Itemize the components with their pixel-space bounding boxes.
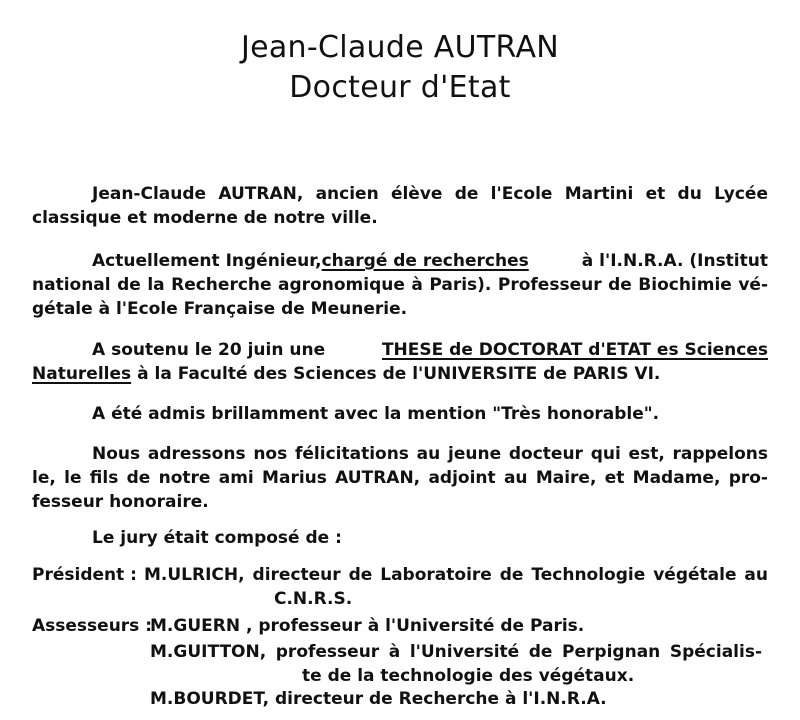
paragraph-4: A été admis brillamment avec la mention "Très honorable".: [92, 404, 660, 424]
paragraph-1-line-1: Jean-Claude AUTRAN, ancien élève de l'Ecole Martini et du Lycée: [92, 184, 768, 204]
paragraph-2-line-2: national de la Recherche agronomique à Paris). Professeur de Biochimie vé-: [32, 275, 768, 295]
paragraph-2-line-3: gétale à l'Ecole Française de Meunerie.: [32, 299, 408, 319]
jury-assessor-3: M.BOURDET, directeur de Recherche à l'I.N.R.A.: [150, 689, 607, 709]
jury-assessors-label: Assesseurs :: [32, 616, 153, 636]
paragraph-3-line-1: [92, 339, 768, 361]
paragraph-3-text-b: à la Faculté des Sciences de l'UNIVERSITE de PARIS VI.: [137, 364, 661, 384]
jury-president-label: Président :: [32, 565, 137, 585]
jury-president-line-2: C.N.R.S.: [274, 589, 353, 609]
jury-assessor-2-line-2: te de la technologie des végétaux.: [302, 666, 635, 686]
paragraph-2-underlined-role: chargé de recherches: [321, 251, 529, 271]
jury-president-line-1: M.ULRICH, directeur de Laboratoire de Technologie végétale au: [144, 565, 768, 585]
jury-assessor-2-line-1: M.GUITTON, professeur à l'Université de Perpignan Spécialis-: [150, 642, 762, 662]
paragraph-2-text-a: Actuellement Ingénieur,: [92, 251, 322, 271]
page-subtitle: Docteur d'Etat: [289, 70, 511, 105]
paragraph-3-underlined-field: Naturelles: [32, 364, 132, 384]
jury-assessor-1: M.GUERN , professeur à l'Université de Paris.: [150, 616, 585, 636]
paragraph-3-text-a: A soutenu le 20 juin une: [92, 340, 326, 360]
paragraph-2-line-1: [92, 250, 768, 272]
paragraph-3-line-2: [32, 363, 660, 385]
paragraph-6: Le jury était composé de :: [92, 528, 342, 548]
paragraph-5-line-1: Nous adressons nos félicitations au jeune docteur qui est, rappelons: [92, 444, 768, 464]
paragraph-3-underlined-thesis: THESE de DOCTORAT d'ETAT es Sciences: [381, 340, 768, 360]
paragraph-5-line-3: fesseur honoraire.: [32, 492, 209, 512]
paragraph-2-text-c: à l'I.N.R.A. (Institut: [581, 251, 768, 271]
paragraph-1-line-2: classique et moderne de notre ville.: [32, 208, 378, 228]
paragraph-5-line-2: le, le fils de notre ami Marius AUTRAN, adjoint au Maire, et Madame, pro-: [32, 468, 768, 488]
page-title: Jean-Claude AUTRAN: [240, 30, 560, 65]
